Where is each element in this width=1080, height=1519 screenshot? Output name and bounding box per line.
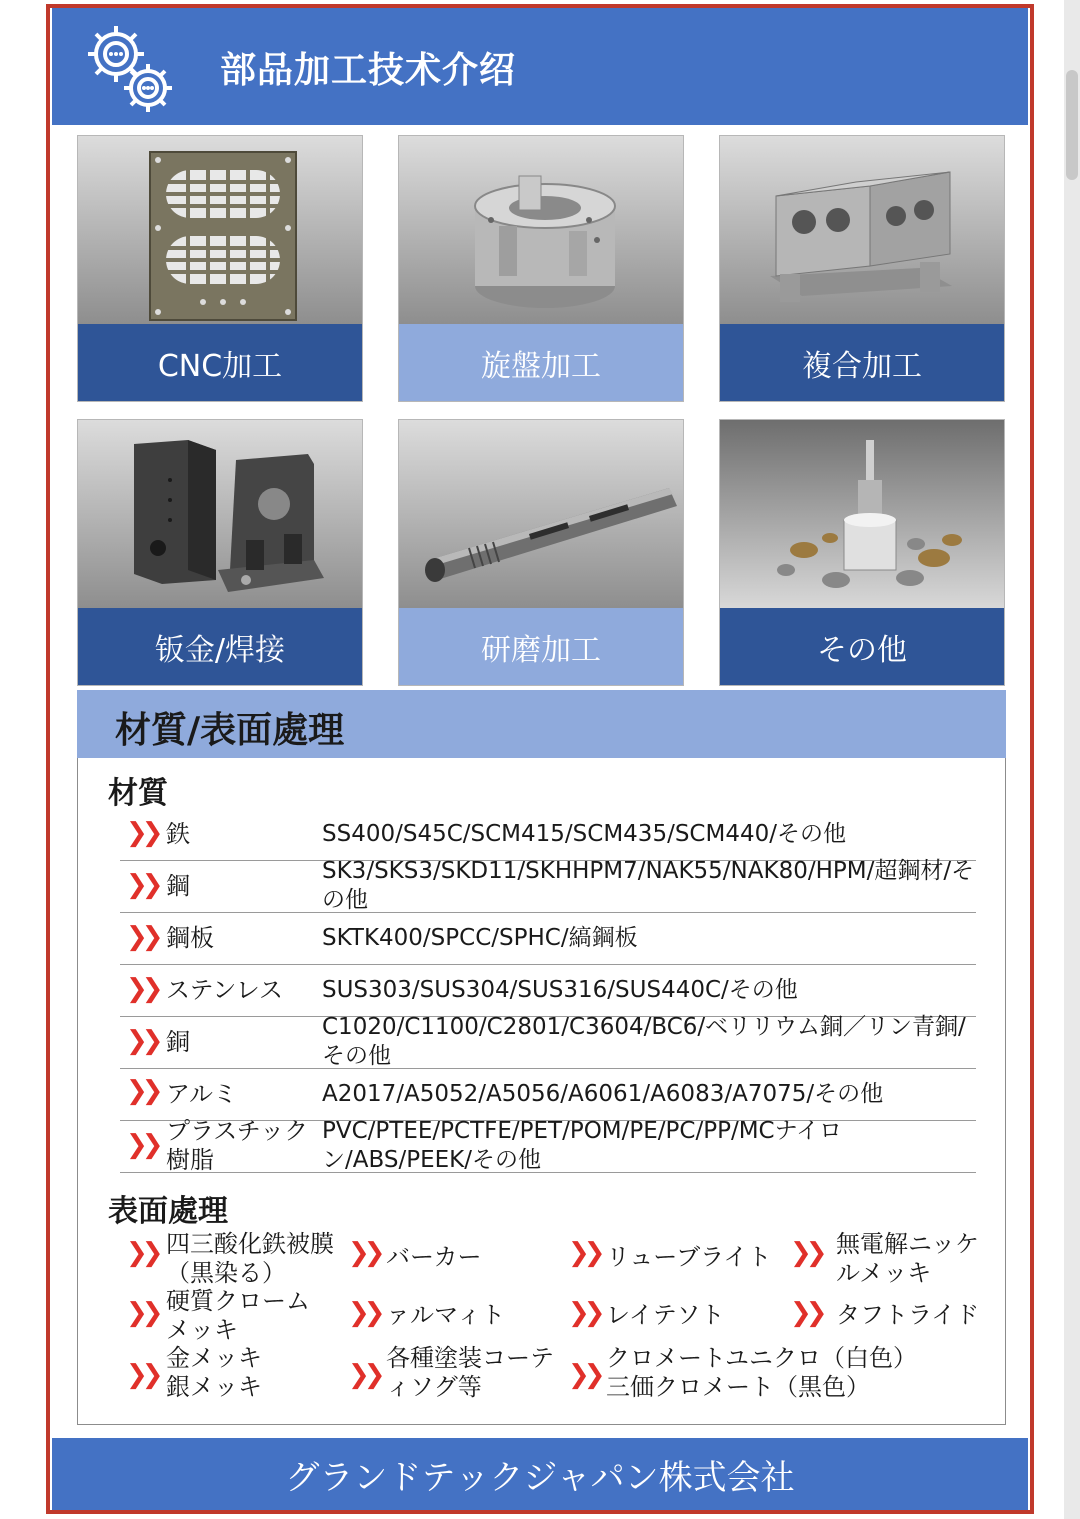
material-name: 鉄: [166, 820, 190, 848]
chevron-right-icon: ❯❯: [126, 1298, 158, 1328]
surface-item: バーカー: [386, 1243, 482, 1271]
surface-item: 無電解ニッケルメッキ: [836, 1230, 980, 1287]
material-row: [120, 964, 976, 1017]
tile-lathe[interactable]: [398, 135, 684, 402]
chevron-right-icon: ❯❯: [790, 1238, 822, 1268]
tile-composite[interactable]: [719, 135, 1005, 402]
material-value: SKTK400/SPCC/SPHC/縞鋼板: [322, 925, 638, 951]
chevron-right-icon: ❯❯: [126, 1360, 158, 1390]
page-scrollbar[interactable]: [1064, 0, 1080, 1519]
chevron-right-icon: ❯❯: [126, 1130, 158, 1160]
material-row: [120, 1117, 976, 1174]
chevron-right-icon: ❯❯: [568, 1238, 600, 1268]
chevron-right-icon: ❯❯: [348, 1238, 380, 1268]
chevron-right-icon: ❯❯: [126, 1238, 158, 1268]
tile-cnc[interactable]: [77, 135, 363, 402]
chevron-right-icon: ❯❯: [126, 818, 158, 848]
material-value: SK3/SKS3/SKD11/SKHHPM7/NAK55/NAK80/HPM/超鋼材/その他: [322, 858, 975, 913]
surface-item: タフトライド: [836, 1301, 980, 1329]
page-title: 部品加工技术介绍: [220, 50, 517, 91]
material-name: 鋼板: [166, 924, 214, 952]
surface-item: ァルマィト: [386, 1301, 506, 1329]
material-value: SUS303/SUS304/SUS316/SUS440C/その他: [322, 977, 798, 1003]
tile-label-cnc: CNC加工: [78, 324, 362, 401]
material-value: SS400/S45C/SCM415/SCM435/SCM440/その他: [322, 821, 846, 847]
footer-bar: [52, 1438, 1028, 1510]
chevron-right-icon: ❯❯: [568, 1360, 600, 1390]
material-name: 鋼: [166, 872, 190, 900]
surface-item: 硬質クロームメッキ: [166, 1287, 310, 1344]
surface-item: 四三酸化鉄被膜（黒染る）: [166, 1230, 334, 1287]
chevron-right-icon: ❯❯: [126, 870, 158, 900]
tile-label-grinding: 研磨加工: [399, 608, 683, 685]
tile-label-composite: 複合加工: [720, 324, 1004, 401]
materials-section-title: 材質/表面處理: [115, 710, 345, 751]
material-value: A2017/A5052/A5056/A6061/A6083/A7075/その他: [322, 1081, 884, 1107]
company-name: グランドテックジャパン株式会社: [285, 1457, 795, 1498]
material-name: プラスチック樹脂: [166, 1117, 309, 1174]
tile-label-lathe: 旋盤加工: [399, 324, 683, 401]
chevron-right-icon: ❯❯: [126, 922, 158, 952]
chevron-right-icon: ❯❯: [568, 1298, 600, 1328]
material-name: ステンレス: [166, 976, 283, 1004]
chevron-right-icon: ❯❯: [348, 1298, 380, 1328]
gears-icon: [78, 18, 182, 118]
material-name: 銅: [166, 1028, 190, 1056]
tile-label-other: その他: [720, 608, 1004, 685]
cnc-plate-image: [78, 136, 362, 324]
chevron-right-icon: ❯❯: [126, 1026, 158, 1056]
material-row: [120, 912, 976, 965]
grinding-shaft-image: [399, 420, 683, 608]
tile-label-sheet-metal: 钣金/焊接: [78, 608, 362, 685]
surface-item: リューブライト: [606, 1243, 772, 1271]
chevron-right-icon: ❯❯: [126, 1076, 158, 1106]
tile-other[interactable]: [719, 419, 1005, 686]
misc-parts-image: [720, 420, 1004, 608]
surface-item: 各種塗装コーティソグ等: [386, 1344, 554, 1401]
surface-item: レイテソト: [606, 1301, 725, 1329]
surface-item: 金メッキ銀メッキ: [166, 1344, 262, 1401]
chevron-right-icon: ❯❯: [790, 1298, 822, 1328]
tile-sheet-metal[interactable]: [77, 419, 363, 686]
scrollbar-thumb[interactable]: [1066, 70, 1078, 180]
material-value: C1020/C1100/C2801/C3604/BC6/ベリリウム銅／リン青銅/その他: [322, 1014, 966, 1069]
lathe-part-image: [399, 136, 683, 324]
chevron-right-icon: ❯❯: [348, 1360, 380, 1390]
surface-heading: 表面處理: [108, 1194, 228, 1229]
sheet-metal-image: [78, 420, 362, 608]
material-row: [120, 1068, 976, 1121]
material-row: [120, 808, 976, 861]
material-name: アルミ: [166, 1080, 238, 1108]
surface-item: クロメートユニクロ（白色）三価クロメート（黒色）: [606, 1344, 918, 1401]
material-row: [120, 1016, 976, 1069]
composite-part-image: [720, 136, 1004, 324]
page-header: [52, 8, 1028, 125]
material-row: [120, 860, 976, 913]
tile-grinding[interactable]: [398, 419, 684, 686]
material-value: PVC/PTEE/PCTFE/PET/POM/PE/PC/PP/MCナイロン/ABS/PEEK/その他: [322, 1118, 843, 1173]
materials-section-header: [77, 690, 1006, 758]
chevron-right-icon: ❯❯: [126, 974, 158, 1004]
materials-heading: 材質: [108, 776, 168, 811]
